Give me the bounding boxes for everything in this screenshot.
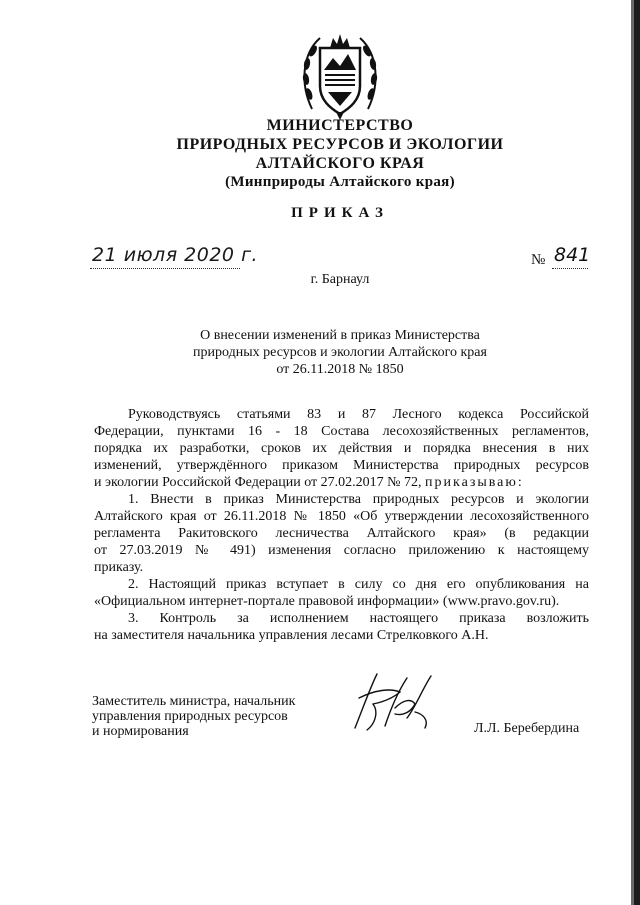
- body-line: Руководствуясь статьями 83 и 87 Лесного кодекса Российской: [128, 407, 589, 422]
- body-line: 2. Настоящий приказ вступает в силу со дня его опубликования на: [128, 577, 589, 592]
- position-line: Заместитель министра, начальник: [92, 694, 296, 709]
- body-line: изменений, утверждённого приказом Министерства природных ресурсов: [94, 458, 589, 473]
- city: г. Барнаул: [310, 272, 370, 287]
- body-line: порядка их разработки, сроков их действия и порядка внесения в них: [94, 441, 589, 456]
- handwritten-signature: [345, 668, 445, 738]
- body-line: 3. Контроль за исполнением настоящего приказа возложить: [128, 611, 589, 626]
- signatory-name: Л.Л. Беребердина: [474, 721, 580, 736]
- position-line: и нормирования: [92, 724, 189, 739]
- order-subject: [120, 327, 560, 378]
- ministry-title-line2: ПРИРОДНЫХ РЕСУРСОВ И ЭКОЛОГИИ: [176, 136, 504, 153]
- order-body: [94, 406, 589, 644]
- coat-of-arms-emblem: [300, 24, 380, 124]
- subject-line: О внесении изменений в приказ Министерства: [200, 328, 480, 343]
- ministry-title-line3: АЛТАЙСКОГО КРАЯ: [255, 155, 425, 172]
- body-line: от 27.03.2019 № 491) изменения согласно приложению к настоящему: [94, 543, 589, 558]
- number-underline: [552, 268, 588, 269]
- number-sign: №: [531, 252, 546, 268]
- body-line-part: и экологии Российской Федерации от 27.02.2017 № 72,: [94, 475, 422, 490]
- ministry-title-line1: МИНИСТЕРСТВО: [266, 117, 414, 134]
- ministry-short-name: (Минприроды Алтайского края): [225, 174, 455, 190]
- handwritten-date: 21 июля 2020 г.: [92, 244, 259, 266]
- position-line: управления природных ресурсов: [92, 709, 288, 724]
- subject-line: природных ресурсов и экологии Алтайского края: [193, 345, 487, 360]
- document-type-title: ПРИКАЗ: [291, 205, 389, 221]
- body-line: Алтайского края от 26.11.2018 № 1850 «Об утверждении лесохозяйственного: [94, 509, 589, 524]
- body-line: [94, 474, 589, 491]
- scan-edge-shadow: [628, 0, 640, 905]
- handwritten-number: 841: [554, 244, 591, 266]
- date-underline: [90, 268, 240, 269]
- body-line: на заместителя начальника управления лесами Стрелковкого А.Н.: [94, 628, 489, 643]
- order-keyword: приказываю:: [425, 475, 524, 490]
- body-line: Федерации, пунктами 16 - 18 Состава лесохозяйственных регламентов,: [94, 424, 589, 439]
- body-line: приказу.: [94, 560, 144, 575]
- subject-line: от 26.11.2018 № 1850: [276, 362, 404, 377]
- body-line: регламента Ракитовского лесничества Алтайского края» (в редакции: [94, 526, 589, 541]
- body-line: «Официальном интернет-портале правовой информации» (www.pravo.gov.ru).: [94, 594, 560, 609]
- signatory-position: [92, 694, 295, 739]
- body-line: 1. Внести в приказ Министерства природных ресурсов и экологии: [128, 492, 589, 507]
